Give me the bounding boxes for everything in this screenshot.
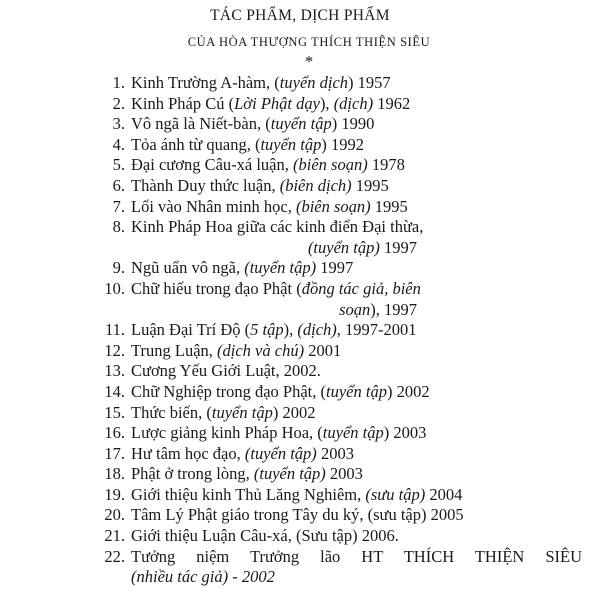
item-number: 2. <box>112 93 125 113</box>
separator-asterisk: * <box>304 52 314 71</box>
item-text <box>308 238 417 259</box>
item-text-segment: ) 2002 <box>386 381 430 401</box>
list-item <box>0 114 600 135</box>
list-item <box>0 423 600 444</box>
item-text-segment: Tâm Lý Phật giáo trong Tây du ký, (sưu tập) 2005 <box>131 505 464 525</box>
item-text-italic: (sưu tập) <box>365 484 426 504</box>
item-text-segment: Phật ở trong lòng, <box>131 464 254 484</box>
item-text <box>131 567 275 588</box>
item-number: 10. <box>104 278 125 298</box>
item-text-italic: (dịch) <box>297 320 337 340</box>
item-text-italic: (biên dịch) <box>279 175 352 195</box>
item-text-italic: tuyển tập <box>260 134 322 154</box>
item-text-segment: ) 2003 <box>383 423 427 443</box>
item-text-segment: 1997 <box>316 258 354 278</box>
item-text-italic: Lời Phật dạy <box>234 93 320 113</box>
item-text-segment: ) 2002 <box>272 402 316 422</box>
item-text <box>131 444 354 465</box>
item-number: 4. <box>112 134 125 154</box>
list-item-continuation <box>0 300 600 321</box>
item-number: 7. <box>112 196 125 216</box>
item-number: 21. <box>104 526 125 546</box>
item-text-segment: ), <box>283 320 298 340</box>
list-item <box>0 73 600 94</box>
item-text <box>131 403 315 424</box>
list-item <box>0 135 600 156</box>
item-number: 15. <box>104 402 125 422</box>
item-text-segment: ) 1990 <box>331 114 375 134</box>
item-text-italic: (biên soạn) <box>295 196 371 216</box>
list-item <box>0 279 600 300</box>
list-item <box>0 505 600 526</box>
item-text-italic: (tuyển tập) <box>307 237 380 257</box>
item-text-segment: Thức biến, ( <box>131 402 212 422</box>
item-text <box>131 114 374 135</box>
item-text-segment: Trung Luận, <box>131 340 218 360</box>
item-number: 1. <box>112 73 125 92</box>
item-text-segment: 1978 <box>367 155 405 175</box>
item-number: 9. <box>112 258 125 278</box>
item-number: 19. <box>104 484 125 504</box>
item-text <box>131 361 321 382</box>
page-subtitle: CỦA HÒA THƯỢNG THÍCH THIỆN SIÊU <box>187 35 431 49</box>
item-number: 8. <box>112 217 125 237</box>
item-text <box>131 464 363 485</box>
item-text-italic: (tuyển tập) <box>244 443 317 463</box>
item-text-segment: Thành Duy thức luận, <box>131 175 280 195</box>
item-number: 12. <box>104 340 125 360</box>
item-number: 6. <box>112 175 125 195</box>
item-text-segment: Giới thiệu kinh Thủ Lăng Nghiêm, <box>131 484 366 504</box>
item-text-segment: Giới thiệu Luận Câu-xá, (Sưu tập) 2006. <box>131 526 399 546</box>
item-text-segment: Chữ Nghiệp trong đạo Phật, ( <box>131 381 327 401</box>
item-text <box>131 320 417 341</box>
item-text-italic: tuyển tập <box>326 381 387 401</box>
list-item <box>0 320 600 341</box>
item-text-segment: Hư tâm học đạo, <box>131 443 245 463</box>
item-text <box>131 135 364 156</box>
item-text-segment: 1997 <box>379 237 417 257</box>
item-text <box>131 155 405 176</box>
item-text-italic: tuyển dịch <box>279 73 349 92</box>
list-item <box>0 444 600 465</box>
item-text-italic: (nhiều tác giả) - 2002 <box>131 567 275 587</box>
item-text-segment: ), <box>319 93 334 113</box>
item-text-segment: ) 1957 <box>348 73 391 92</box>
item-text-segment: 2003 <box>325 464 363 484</box>
item-text-segment: 2001 <box>304 340 342 360</box>
item-text-segment: ) 1992 <box>321 134 365 154</box>
item-text-italic: (dịch) <box>333 93 374 113</box>
item-text <box>131 94 410 115</box>
item-text-segment: 1962 <box>373 93 411 113</box>
list-item <box>0 526 600 547</box>
item-number: 20. <box>104 505 125 525</box>
item-text <box>131 341 341 362</box>
item-number: 17. <box>104 443 125 463</box>
item-text-segment: Vô ngã là Niết-bàn, ( <box>131 114 271 134</box>
item-text-segment: Chữ hiếu trong đạo Phật ( <box>131 278 302 298</box>
item-text <box>131 547 582 568</box>
item-text-italic: (dịch và chú) <box>217 340 305 360</box>
item-text-segment: Tỏa ánh từ quang, ( <box>131 134 261 154</box>
list-item <box>0 197 600 218</box>
item-text <box>131 73 391 94</box>
item-number: 13. <box>104 361 125 381</box>
item-text-segment: Lược giảng kinh Pháp Hoa, ( <box>131 423 323 443</box>
works-list <box>0 73 600 588</box>
item-text-italic: (tuyển tập) <box>253 464 326 484</box>
item-text <box>131 279 421 300</box>
item-text-segment: ), 1997 <box>370 299 417 319</box>
item-text <box>131 382 430 403</box>
item-text-segment: Kinh Trường A-hàm, ( <box>131 73 280 92</box>
item-text-italic: (biên soạn) <box>293 155 368 175</box>
item-number: 5. <box>112 155 125 175</box>
item-text-italic: soạn <box>339 299 371 319</box>
item-text-italic: 5 tập <box>250 320 284 340</box>
item-number: 3. <box>112 114 125 134</box>
item-text-segment: Luận Đại Trí Độ ( <box>131 320 251 340</box>
item-text <box>339 300 417 321</box>
item-text <box>131 176 389 197</box>
item-text-italic: tuyển tập <box>270 114 332 134</box>
page-title: TÁC PHẨM, DỊCH PHẨM <box>210 7 390 24</box>
list-item <box>0 94 600 115</box>
item-text <box>131 526 399 547</box>
list-item-continuation <box>0 567 600 588</box>
item-text-segment: Tưởng niệm Trưởng lão HT THÍCH THIỆN SIÊU <box>131 546 582 566</box>
item-text <box>131 423 426 444</box>
list-item <box>0 403 600 424</box>
item-number: 22. <box>104 546 125 566</box>
item-text-segment: 1995 <box>370 196 408 216</box>
item-text-italic: tuyển tập <box>211 402 273 422</box>
item-number: 18. <box>104 464 125 484</box>
item-text-segment: Đại cương Câu-xá luận, <box>131 155 293 175</box>
list-item <box>0 341 600 362</box>
item-text <box>131 505 464 526</box>
item-text-segment: 2003 <box>316 443 354 463</box>
item-text-italic: đồng tác giả, biên <box>301 278 421 298</box>
list-item <box>0 217 600 238</box>
item-number: 16. <box>104 423 125 443</box>
item-number: 14. <box>104 381 125 401</box>
item-text-segment: 1995 <box>351 175 389 195</box>
list-item <box>0 485 600 506</box>
item-text-segment: Kinh Pháp Hoa giữa các kinh điển Đại thừa, <box>131 217 424 237</box>
list-item <box>0 258 600 279</box>
list-item <box>0 176 600 197</box>
list-item-continuation <box>0 238 600 259</box>
item-text-segment: , 1997-2001 <box>336 320 417 340</box>
item-text-segment: Kinh Pháp Cú ( <box>131 93 235 113</box>
item-text <box>131 217 423 238</box>
list-item <box>0 155 600 176</box>
item-text-italic: tuyển tập <box>322 423 384 443</box>
item-number: 11. <box>104 320 125 340</box>
item-text-segment: 2004 <box>425 484 463 504</box>
list-item <box>0 464 600 485</box>
item-text-segment: Ngũ uẩn vô ngã, <box>131 258 245 278</box>
item-text <box>131 197 408 218</box>
item-text <box>131 258 353 279</box>
list-item <box>0 361 600 382</box>
item-text-segment: Cương Yếu Giới Luật, 2002. <box>131 361 321 381</box>
list-item <box>0 382 600 403</box>
item-text-segment: Lối vào Nhân minh học, <box>131 196 296 216</box>
item-text <box>131 485 462 506</box>
item-text-italic: (tuyển tập) <box>244 258 317 278</box>
list-item <box>0 547 600 568</box>
